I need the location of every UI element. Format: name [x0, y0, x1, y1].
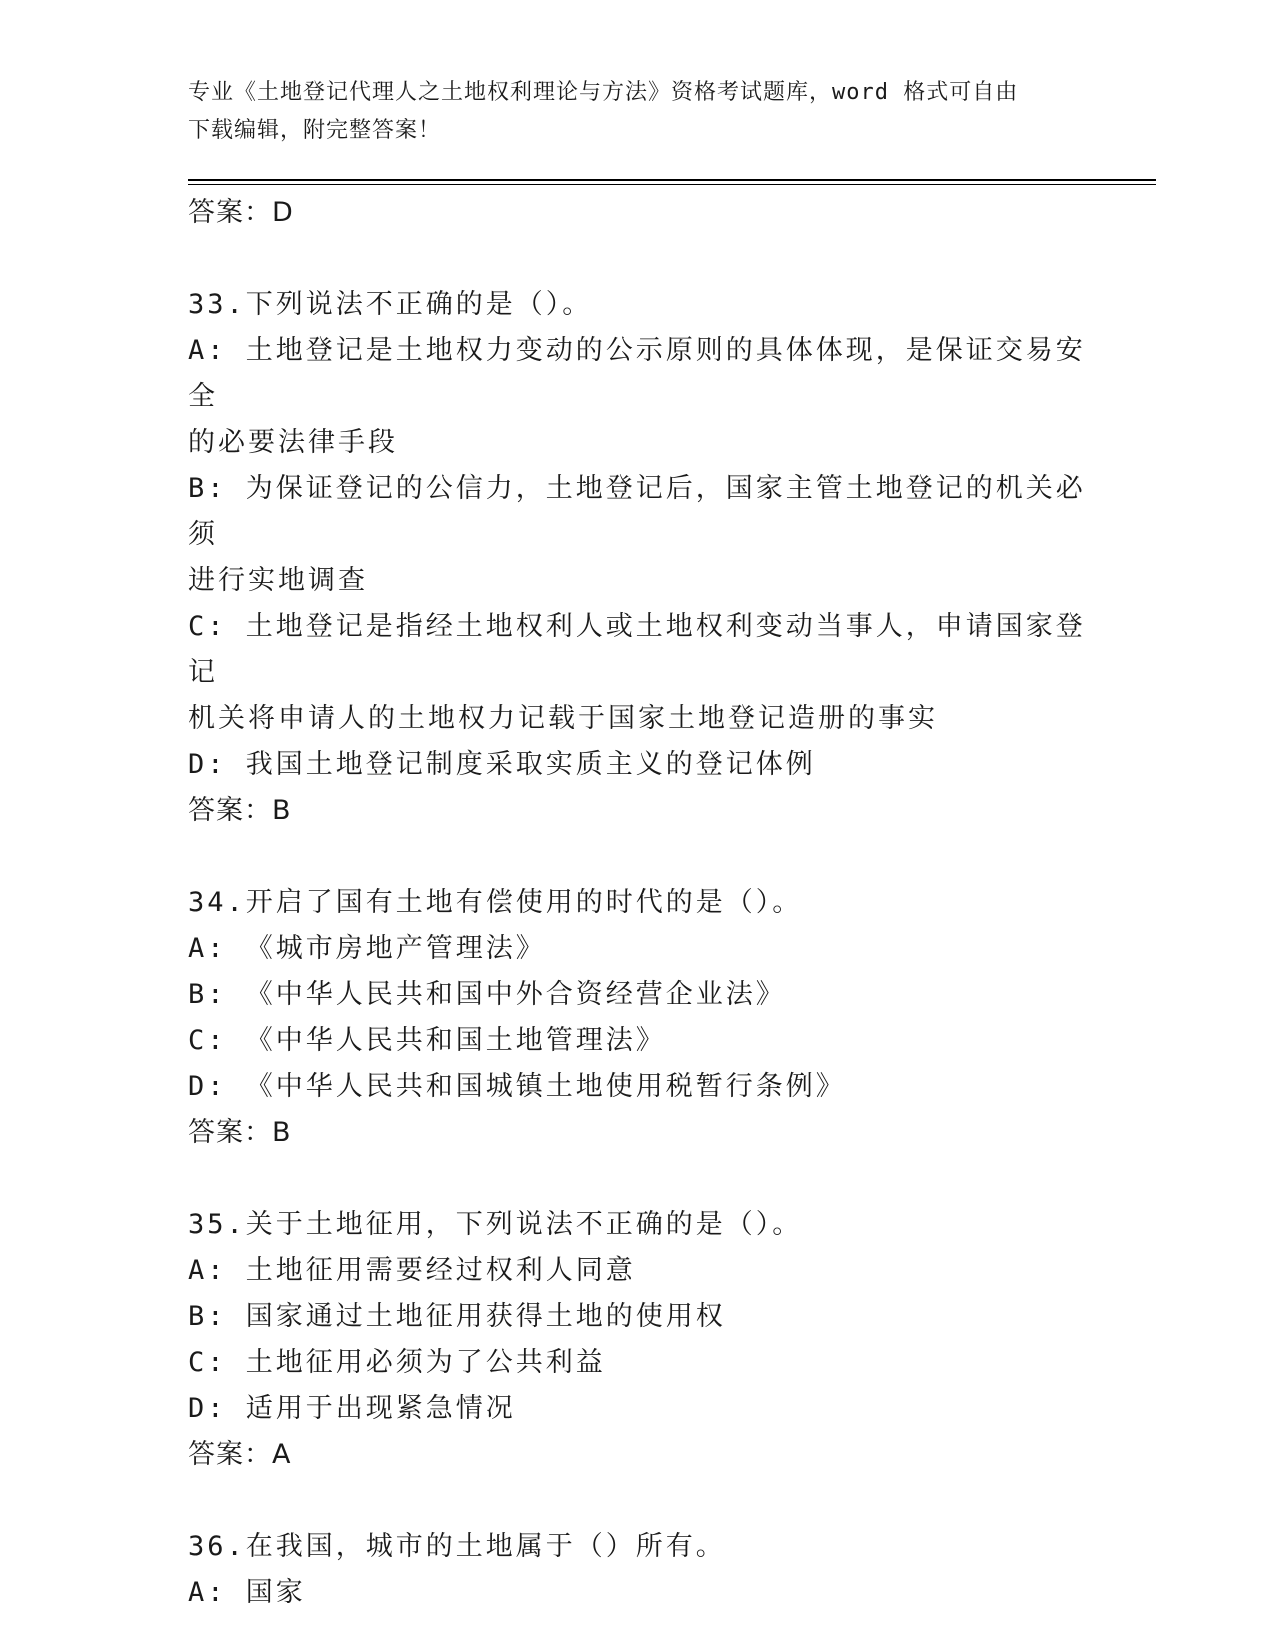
question-text: 35.关于土地征用，下列说法不正确的是（）。 — [188, 1209, 803, 1240]
question-text: 33.下列说法不正确的是（）。 — [188, 289, 593, 320]
option-line: A: 国家 — [188, 1577, 306, 1608]
spacer — [188, 834, 1088, 880]
option-line: B: 国家通过土地征用获得土地的使用权 — [188, 1301, 726, 1332]
question-block — [188, 282, 1088, 834]
option-line: C: 土地征用必须为了公共利益 — [188, 1347, 606, 1378]
spacer — [188, 1478, 1088, 1524]
question-block — [188, 1202, 1088, 1478]
answer-label: 答案：B — [188, 1117, 292, 1148]
question-text: 36.在我国，城市的土地属于（）所有。 — [188, 1531, 726, 1562]
option-line: 进行实地调查 — [188, 565, 368, 596]
option-line: D: 我国土地登记制度采取实质主义的登记体例 — [188, 749, 816, 780]
option-line: B: 为保证登记的公信力，土地登记后，国家主管土地登记的机关必须 — [188, 473, 1086, 550]
spacer — [188, 1156, 1088, 1202]
answer-label: 答案：B — [188, 795, 292, 826]
question-text: 34.开启了国有土地有偿使用的时代的是（）。 — [188, 887, 803, 918]
option-line: D: 适用于出现紧急情况 — [188, 1393, 516, 1424]
option-line: D: 《中华人民共和国城镇土地使用税暂行条例》 — [188, 1071, 846, 1102]
option-line: C: 《中华人民共和国土地管理法》 — [188, 1025, 666, 1056]
question-block — [188, 880, 1088, 1156]
spacer — [188, 236, 1088, 282]
option-line: A: 土地征用需要经过权利人同意 — [188, 1255, 636, 1286]
option-line: B: 《中华人民共和国中外合资经营企业法》 — [188, 979, 786, 1010]
header-line-1: 专业《土地登记代理人之土地权利理论与方法》资格考试题库，word 格式可自由 — [188, 80, 1019, 105]
option-line: 机关将申请人的土地权力记载于国家土地登记造册的事实 — [188, 703, 938, 734]
answer-label: 答案：D — [188, 197, 294, 228]
option-line: A: 土地登记是土地权力变动的公示原则的具体体现，是保证交易安全 — [188, 335, 1086, 412]
answer-label: 答案：A — [188, 1439, 292, 1470]
question-block — [188, 1524, 1088, 1616]
document-header — [188, 74, 1068, 150]
header-rule-thin — [188, 184, 1156, 185]
header-rule-thick — [188, 179, 1156, 181]
question-list — [188, 188, 1088, 1616]
option-line: A: 《城市房地产管理法》 — [188, 933, 546, 964]
option-line: 的必要法律手段 — [188, 427, 398, 458]
header-line-2: 下载编辑，附完整答案！ — [188, 118, 442, 143]
option-line: C: 土地登记是指经土地权利人或土地权利变动当事人，申请国家登记 — [188, 611, 1086, 688]
